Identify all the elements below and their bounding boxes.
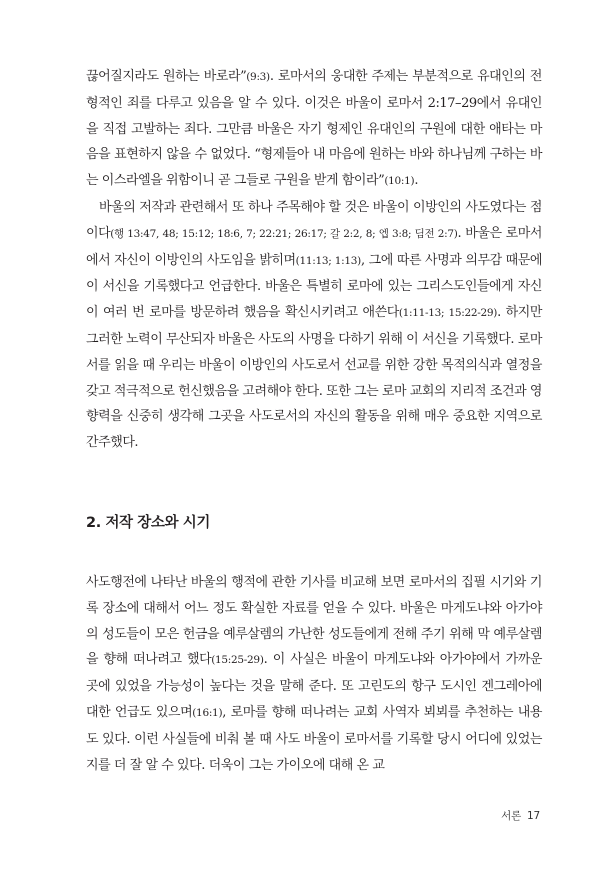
scripture-reference: (9:3)	[246, 71, 270, 83]
paragraph-text: .	[414, 173, 419, 189]
paragraph-text: . 이 사실은 바울이 마게도냐와 아가야에서 가까운 곳에 있었을 가능성이 높다는 것을 말해 준다. 또 고린도의 항구 도시인 겐그레아에 대한 언급도 있으며	[86, 652, 542, 720]
paragraph-text: 바울의 저작과 관련해서 또 하나 주목해야 할 것은 바울이 이방인의 사도였다는 점이다	[86, 199, 542, 241]
scripture-reference: (16:1)	[192, 706, 223, 719]
paragraph-text: , 그에 따른 사명과 의무감 때문에 이 서신을 기록했다고 언급한다. 바울은 특별히 로마에 있는 그리스도인들에게 자신이 여러 번 로마를 방문하려 했음을 확신시키려고 애쓴다	[86, 252, 542, 321]
paragraph	[86, 570, 542, 778]
paragraph-continued	[86, 64, 542, 195]
paragraph-text: 사도행전에 나타난 바울의 행적에 관한 기사를 비교해 보면 로마서의 집필 시기와 기록 장소에 대해서 어느 정도 확실한 자료를 얻을 수 있다. 바울은 마게도냐와 아가야의 성도들이 모은 헌금을 예루살렘의 가난한 성도들에게 전해 주기 위해 막 예루살렘을 향해 떠나려고 했다	[86, 575, 542, 668]
running-footer-section: 서론	[501, 810, 522, 822]
scripture-reference: (행 13:47, 48; 15:12; 18:6, 7; 22:21; 26:17; 갈 2:2, 8; 엡 3:8; 딤전 2:7)	[110, 227, 458, 240]
scripture-reference: (1:11-13; 15:22-29)	[398, 307, 498, 320]
paragraph-text: . 하지만 그러한 노력이 무산되자 바울은 사도의 사명을 다하기 위해 이 서신을 기록했다. 로마서를 읽을 때 우리는 바울이 이방인의 사도로서 선교를 위한 강한 목적의식과 열정을 갖고 적극적으로 헌신했음을 고려해야 한다. 또한 그는 로마 교회의 지리적 조건과 영향력을 신중히 생각해 그곳을 사도로서의 자신의 활동을 위해 매우 중요한 지역으로 간주했다.	[86, 305, 542, 451]
scripture-reference: (10:1)	[384, 175, 415, 188]
section-heading: 2. 저작 장소와 시기	[86, 515, 210, 531]
body-text-upper	[86, 64, 542, 456]
page-number: 17	[527, 810, 540, 822]
paragraph	[86, 195, 542, 456]
paragraph-text: . 로마서의 웅대한 주제는 부분적으로 유대인의 전형적인 죄를 다루고 있음을 알 수 있다. 이것은 바울이 로마서 2:17–29에서 유대인을 직접 고발하는 죄다. 그만큼 바울은 자기 형제인 유대인의 구원에 대한 애타는 마음을 표현하지 않을 수 없었다. “형제들아 내 마음에 원하는 바와 하나님께 구하는 바는 이스라엘을 위함이니 곧 그들로 구원을 받게 함이라”	[86, 69, 543, 189]
paragraph-text: , 로마를 향해 떠나려는 교회 사역자 뵈뵈를 추천하는 내용도 있다. 이런 사실들에 비춰 볼 때 사도 바울이 로마서를 기록할 당시 어디에 있었는지를 더 잘 알 수 있다. 더욱이 그는 가이오에 대해 온 교	[86, 704, 542, 773]
body-text-lower	[86, 570, 542, 778]
scripture-reference: (11:13; 1:13)	[295, 254, 361, 267]
paragraph-text: 끊어질지라도 원하는 바로라”	[86, 69, 247, 84]
paragraph-text: . 바울은 로마서에서 자신이 이방인의 사도임을 밝히며	[86, 225, 542, 268]
page-footer	[0, 808, 540, 823]
scripture-reference: (15:25-29)	[211, 654, 264, 667]
